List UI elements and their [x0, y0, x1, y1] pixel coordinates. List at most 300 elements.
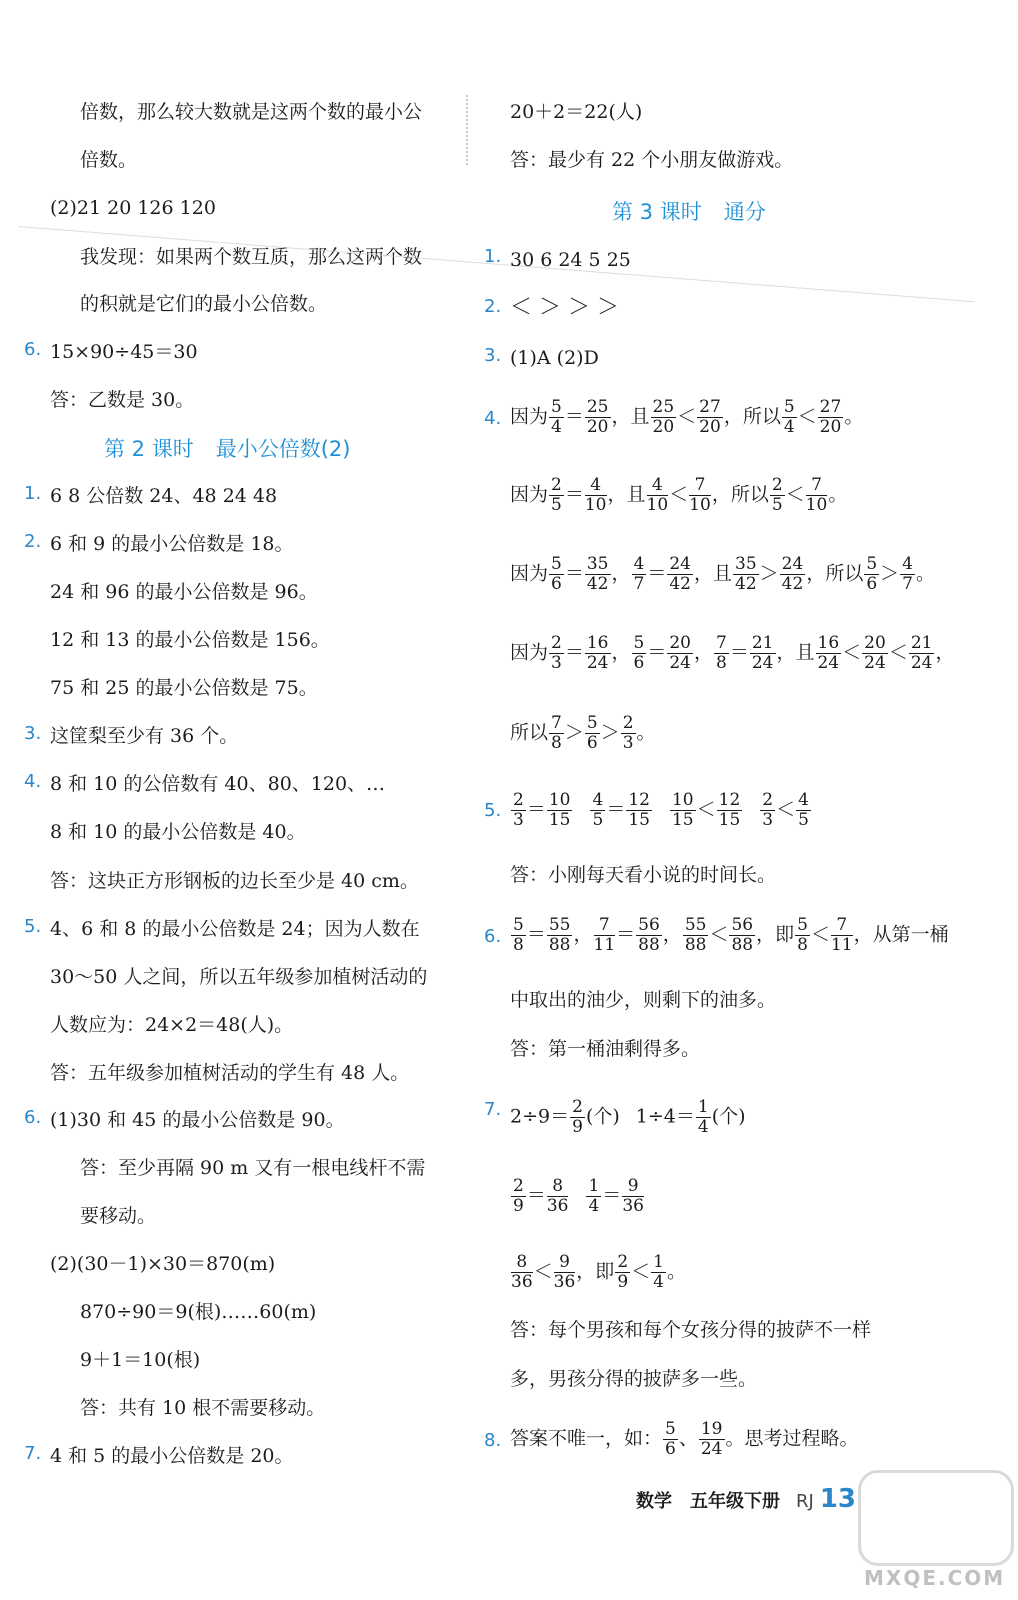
fraction	[549, 555, 564, 594]
fraction	[632, 555, 647, 594]
text-fragment: 所以	[510, 721, 549, 744]
fraction	[760, 791, 775, 830]
text-fragment: ，	[694, 641, 714, 664]
fraction	[626, 791, 652, 830]
denominator: 9	[572, 1117, 583, 1137]
fraction	[670, 791, 696, 830]
denominator: 4	[551, 417, 562, 437]
text-line: 答：五年级参加植树活动的学生有 48 人。	[50, 1062, 410, 1084]
fraction	[667, 555, 693, 594]
fraction	[511, 916, 526, 955]
numerator: 7	[551, 713, 562, 733]
fraction	[667, 634, 693, 673]
text-line: 4 和 5 的最小公倍数是 20。	[50, 1445, 294, 1467]
fraction	[729, 916, 755, 955]
text-line: 答：这块正方形钢板的边长至少是 40 cm。	[50, 870, 419, 892]
text-line: (1)A (2)D	[510, 347, 599, 369]
text-fragment: 2÷9＝	[510, 1105, 570, 1128]
numerator: 1	[697, 1097, 709, 1117]
text-fragment: ＝	[606, 798, 626, 821]
fraction	[806, 476, 828, 515]
denominator: 5	[798, 810, 809, 830]
fraction	[782, 398, 797, 437]
numerator: 2	[617, 1252, 629, 1272]
math-line	[510, 476, 847, 515]
denominator: 10	[584, 495, 607, 515]
denominator: 88	[684, 935, 707, 955]
text-line: 答：第一桶油剩得多。	[510, 1038, 701, 1060]
text-fragment: ＝	[564, 405, 584, 428]
numerator: 5	[797, 915, 808, 935]
text-fragment: 因为	[510, 405, 549, 428]
page-footer	[636, 1484, 856, 1514]
denominator: 42	[735, 574, 757, 594]
denominator: 20	[652, 417, 675, 437]
math-line	[510, 398, 863, 437]
numerator: 4	[647, 476, 669, 496]
fraction	[622, 1177, 644, 1216]
text-line: 答：至少再隔 90 m 又有一根电线杆不需	[80, 1157, 426, 1179]
text-fragment: ＝	[526, 1184, 546, 1207]
numerator: 5	[633, 633, 645, 653]
fraction	[796, 791, 811, 830]
fraction	[585, 714, 600, 753]
denominator: 3	[622, 733, 634, 753]
text-fragment: 。	[666, 1260, 686, 1283]
text-line: 的积就是它们的最小公倍数。	[80, 293, 328, 315]
fraction	[594, 916, 616, 955]
denominator: 3	[551, 653, 562, 673]
math-line	[510, 1253, 686, 1292]
fraction	[733, 555, 759, 594]
numerator: 12	[628, 790, 650, 810]
denominator: 5	[771, 495, 783, 515]
numerator: 2	[513, 790, 524, 810]
text-line: 倍数。	[80, 149, 138, 171]
text-line: 870÷90＝9(根)……60(m)	[80, 1301, 317, 1323]
text-fragment: ＜	[842, 641, 862, 664]
numerator: 5	[551, 554, 562, 574]
denominator: 5	[592, 810, 604, 830]
fraction	[547, 916, 573, 955]
denominator: 6	[633, 653, 645, 673]
fraction	[636, 916, 662, 955]
text-fragment: ＜	[709, 923, 729, 946]
math-line	[510, 634, 954, 673]
numerator: 5	[513, 915, 524, 935]
text-fragment: ＜	[631, 1260, 651, 1283]
numerator: 1	[653, 1252, 664, 1272]
denominator: 9	[617, 1272, 629, 1292]
text-line: 答：最少有 22 个小朋友做游戏。	[510, 149, 794, 171]
fraction	[795, 916, 810, 955]
text-fragment: 1÷4＝	[635, 1105, 695, 1128]
text-fragment: ，且	[776, 641, 815, 664]
question-number: 5.	[484, 800, 502, 821]
denominator: 6	[665, 1439, 676, 1459]
numerator: 2	[513, 1176, 524, 1196]
text-fragment: 。思考过程略。	[725, 1427, 859, 1450]
fraction	[549, 398, 564, 437]
fraction	[816, 634, 842, 673]
numerator: 55	[684, 915, 707, 935]
denominator: 20	[699, 417, 721, 437]
numerator: 7	[716, 633, 727, 653]
fraction	[831, 916, 853, 955]
footer-edition: RJ	[796, 1491, 814, 1512]
column-divider	[466, 95, 468, 165]
text-line: 75 和 25 的最小公倍数是 75。	[50, 677, 318, 699]
fraction	[770, 476, 785, 515]
numerator: 21	[910, 633, 933, 653]
denominator: 24	[751, 653, 774, 673]
numerator: 56	[638, 915, 660, 935]
fraction	[621, 714, 636, 753]
numerator: 2	[622, 713, 634, 733]
numerator: 5	[586, 713, 598, 733]
question-number: 2.	[484, 296, 502, 317]
denominator: 8	[716, 653, 727, 673]
denominator: 9	[513, 1196, 524, 1216]
fraction	[864, 555, 879, 594]
text-fragment: ，所以	[711, 483, 769, 506]
page-number: 13	[819, 1484, 857, 1514]
denominator: 24	[817, 653, 840, 673]
denominator: 11	[830, 935, 853, 955]
numerator: 27	[819, 397, 842, 417]
denominator: 15	[671, 810, 694, 830]
section-title-lesson-2	[104, 433, 350, 463]
text-line: 20＋2＝22(人)	[510, 101, 643, 123]
text-fragment: ，	[611, 641, 631, 664]
watermark-logo-icon	[858, 1470, 1014, 1566]
denominator: 24	[910, 653, 933, 673]
section-title-part: 通分	[723, 200, 766, 224]
text-fragment: ＜	[810, 923, 830, 946]
denominator: 6	[551, 574, 562, 594]
numerator: 5	[551, 397, 562, 417]
text-fragment: ＜	[797, 405, 817, 428]
fraction	[554, 1253, 576, 1292]
footer-subject: 数学	[636, 1491, 672, 1512]
denominator: 8	[513, 935, 524, 955]
text-line: 人数应为：24×2＝48(人)。	[50, 1014, 294, 1036]
question-number: 7.	[24, 1443, 42, 1464]
denominator: 6	[586, 733, 598, 753]
numerator: 25	[586, 397, 609, 417]
denominator: 15	[718, 810, 741, 830]
math-line	[510, 1177, 645, 1216]
denominator: 4	[588, 1196, 600, 1216]
text-fragment: 。	[636, 721, 656, 744]
denominator: 8	[551, 733, 562, 753]
fraction	[615, 1253, 630, 1292]
text-fragment: ＝	[647, 641, 667, 664]
denominator: 3	[513, 810, 524, 830]
fraction	[651, 398, 677, 437]
numerator: 20	[669, 633, 691, 653]
question-number: 1.	[24, 483, 42, 504]
numerator: 5	[783, 397, 795, 417]
text-fragment: ＜	[696, 798, 716, 821]
denominator: 42	[781, 574, 804, 594]
fraction	[900, 555, 915, 594]
denominator: 88	[638, 935, 660, 955]
fraction	[862, 634, 888, 673]
numerator: 35	[586, 554, 609, 574]
math-line	[510, 714, 656, 753]
numerator: 8	[511, 1253, 533, 1273]
numerator: 4	[592, 790, 604, 810]
fraction	[651, 1253, 666, 1292]
text-fragment: ＜	[888, 641, 908, 664]
text-fragment: ，	[935, 641, 955, 664]
numerator: 1	[588, 1176, 600, 1196]
denominator: 11	[593, 935, 616, 955]
footer-grade: 五年级下册	[690, 1491, 780, 1512]
denominator: 42	[669, 574, 691, 594]
text-fragment: ，	[611, 562, 631, 585]
text-fragment: ，	[662, 923, 682, 946]
numerator: 25	[652, 397, 675, 417]
text-line: 我发现：如果两个数互质，那么这两个数	[80, 246, 423, 268]
text-fragment: 因为	[510, 483, 549, 506]
numerator: 7	[806, 476, 828, 496]
numerator: 16	[817, 633, 840, 653]
text-line: 24 和 96 的最小公倍数是 96。	[50, 581, 318, 603]
fraction	[511, 1177, 526, 1216]
fraction	[511, 791, 526, 830]
text-fragment: 、	[678, 1427, 698, 1450]
section-title-part: 第 3 课时	[612, 200, 702, 224]
math-line	[510, 555, 935, 594]
denominator: 88	[548, 935, 571, 955]
question-number: 3.	[24, 723, 42, 744]
question-number: 5.	[24, 916, 42, 937]
numerator: 20	[864, 633, 886, 653]
denominator: 15	[628, 810, 650, 830]
denominator: 7	[633, 574, 645, 594]
denominator: 4	[653, 1272, 664, 1292]
denominator: 24	[669, 653, 691, 673]
text-fragment: 。	[916, 562, 936, 585]
denominator: 3	[762, 810, 774, 830]
text-fragment: ＝	[564, 483, 584, 506]
text-line: 12 和 13 的最小公倍数是 156。	[50, 629, 330, 651]
text-fragment: ，所以	[723, 405, 781, 428]
numerator: 24	[781, 554, 804, 574]
text-fragment: ＞	[564, 721, 584, 744]
fraction	[696, 1098, 711, 1137]
text-line: 15×90÷45＝30	[50, 341, 198, 363]
text-line: 答：乙数是 30。	[50, 389, 195, 411]
text-fragment: ＞	[600, 721, 620, 744]
numerator: 24	[669, 554, 691, 574]
text-line: 答：每个男孩和每个女孩分得的披萨不一样	[510, 1319, 872, 1341]
fraction	[780, 555, 806, 594]
text-line: 8 和 10 的最小公倍数是 40。	[50, 821, 306, 843]
numerator: 2	[771, 475, 783, 495]
denominator: 36	[546, 1196, 569, 1216]
text-fragment: ＝	[526, 798, 546, 821]
math-line	[510, 1420, 859, 1459]
question-number: 1.	[484, 246, 502, 267]
question-number: 7.	[484, 1099, 502, 1120]
numerator: 5	[866, 554, 878, 574]
text-fragment: ，从第一桶	[853, 923, 949, 946]
text-fragment: ＝	[564, 641, 584, 664]
denominator: 36	[511, 1272, 533, 1292]
section-title-part: 第 2 课时	[104, 437, 194, 461]
denominator: 36	[553, 1272, 576, 1292]
numerator: 27	[699, 397, 721, 417]
text-line: 8 和 10 的公倍数有 40、80、120、…	[50, 773, 386, 795]
text-fragment: 。	[844, 405, 864, 428]
question-number: 3.	[484, 345, 502, 366]
question-number: 8.	[484, 1430, 502, 1451]
text-fragment: 。	[828, 483, 848, 506]
text-line: 30～50 人之间，所以五年级参加植树活动的	[50, 966, 428, 988]
text-fragment: ，即	[756, 923, 795, 946]
text-line: ＜ ＞ ＞ ＞	[510, 295, 619, 320]
text-fragment: ＜	[533, 1260, 553, 1283]
denominator: 10	[689, 495, 711, 515]
question-number: 4.	[24, 771, 42, 792]
denominator: 88	[731, 935, 754, 955]
denominator: 10	[646, 495, 669, 515]
text-fragment: ，且	[611, 405, 650, 428]
fraction	[590, 791, 605, 830]
text-fragment: ＜	[776, 798, 796, 821]
text-fragment: ＝	[602, 1184, 622, 1207]
watermark-text: MXQE.COM	[864, 1566, 1006, 1590]
numerator: 7	[689, 476, 711, 496]
math-line	[510, 791, 812, 830]
denominator: 42	[586, 574, 609, 594]
numerator: 19	[700, 1419, 723, 1439]
numerator: 7	[831, 916, 853, 936]
numerator: 4	[585, 476, 607, 496]
numerator: 8	[547, 1177, 569, 1197]
numerator: 55	[548, 915, 571, 935]
fraction	[547, 1177, 569, 1216]
text-fragment: ＝	[647, 562, 667, 585]
text-line: 多，男孩分得的披萨多一些。	[510, 1368, 758, 1390]
text-line: 答：共有 10 根不需要移动。	[80, 1397, 326, 1419]
fraction	[909, 634, 935, 673]
question-number: 2.	[24, 531, 42, 552]
numerator: 2	[572, 1097, 583, 1117]
fraction	[549, 714, 564, 753]
fraction	[717, 791, 743, 830]
denominator: 6	[866, 574, 878, 594]
denominator: 10	[805, 495, 828, 515]
numerator: 2	[762, 790, 774, 810]
denominator: 24	[864, 653, 886, 673]
denominator: 5	[551, 495, 562, 515]
text-line: 4、6 和 8 的最小公倍数是 24；因为人数在	[50, 918, 420, 940]
numerator: 5	[665, 1419, 676, 1439]
text-line: (2)(30－1)×30＝870(m)	[50, 1253, 276, 1275]
fraction	[570, 1098, 585, 1137]
text-fragment: 因为	[510, 562, 549, 585]
text-fragment: ＞	[759, 562, 779, 585]
fraction	[632, 634, 647, 673]
text-fragment: ，且	[694, 562, 733, 585]
numerator: 9	[622, 1177, 644, 1197]
text-line: 9＋1＝10(根)	[80, 1349, 201, 1371]
text-line: 这筐梨至少有 36 个。	[50, 725, 239, 747]
denominator: 36	[622, 1196, 644, 1216]
text-fragment: ＝	[526, 923, 546, 946]
text-fragment: ＝	[616, 923, 636, 946]
numerator: 10	[548, 790, 571, 810]
numerator: 10	[671, 790, 694, 810]
text-fragment: ＜	[677, 405, 697, 428]
numerator: 9	[554, 1253, 576, 1273]
numerator: 2	[551, 475, 562, 495]
text-fragment: ，	[573, 923, 593, 946]
numerator: 4	[798, 790, 809, 810]
denominator: 4	[783, 417, 795, 437]
fraction	[663, 1420, 678, 1459]
text-line: 倍数，那么较大数就是这两个数的最小公	[80, 101, 423, 123]
text-line: 30 6 24 5 25	[510, 249, 631, 271]
text-line: 6 8 公倍数 24、48 24 48	[50, 485, 278, 507]
math-line	[510, 916, 949, 955]
denominator: 20	[586, 417, 609, 437]
text-fragment: ，所以	[806, 562, 864, 585]
math-line	[510, 1098, 746, 1137]
fraction	[683, 916, 709, 955]
numerator: 4	[633, 554, 645, 574]
watermark	[858, 1470, 1008, 1590]
text-fragment: 因为	[510, 641, 549, 664]
denominator: 4	[697, 1117, 709, 1137]
numerator: 21	[751, 633, 774, 653]
fraction	[714, 634, 729, 673]
text-line: (2)21 20 126 120	[50, 197, 216, 219]
numerator: 4	[902, 554, 913, 574]
denominator: 24	[586, 653, 609, 673]
text-line: (1)30 和 45 的最小公倍数是 90。	[50, 1109, 345, 1131]
numerator: 35	[735, 554, 757, 574]
question-number: 6.	[24, 339, 42, 360]
text-fragment: (个)	[585, 1105, 620, 1128]
text-fragment: ＞	[880, 562, 900, 585]
denominator: 15	[548, 810, 571, 830]
text-fragment: (个)	[711, 1105, 746, 1128]
numerator: 2	[551, 633, 562, 653]
text-line: 答：小刚每天看小说的时间长。	[510, 864, 777, 886]
text-fragment: ＝	[729, 641, 749, 664]
text-fragment: ＝	[564, 562, 584, 585]
fraction	[585, 398, 611, 437]
fraction	[818, 398, 844, 437]
fraction	[585, 634, 611, 673]
denominator: 7	[902, 574, 913, 594]
numerator: 7	[594, 916, 616, 936]
numerator: 12	[718, 790, 741, 810]
text-line: 6 和 9 的最小公倍数是 18。	[50, 533, 294, 555]
fraction	[586, 1177, 601, 1216]
fraction	[585, 476, 607, 515]
denominator: 20	[819, 417, 842, 437]
fraction	[549, 476, 564, 515]
question-number: 6.	[484, 926, 502, 947]
numerator: 56	[731, 915, 754, 935]
fraction	[547, 791, 573, 830]
